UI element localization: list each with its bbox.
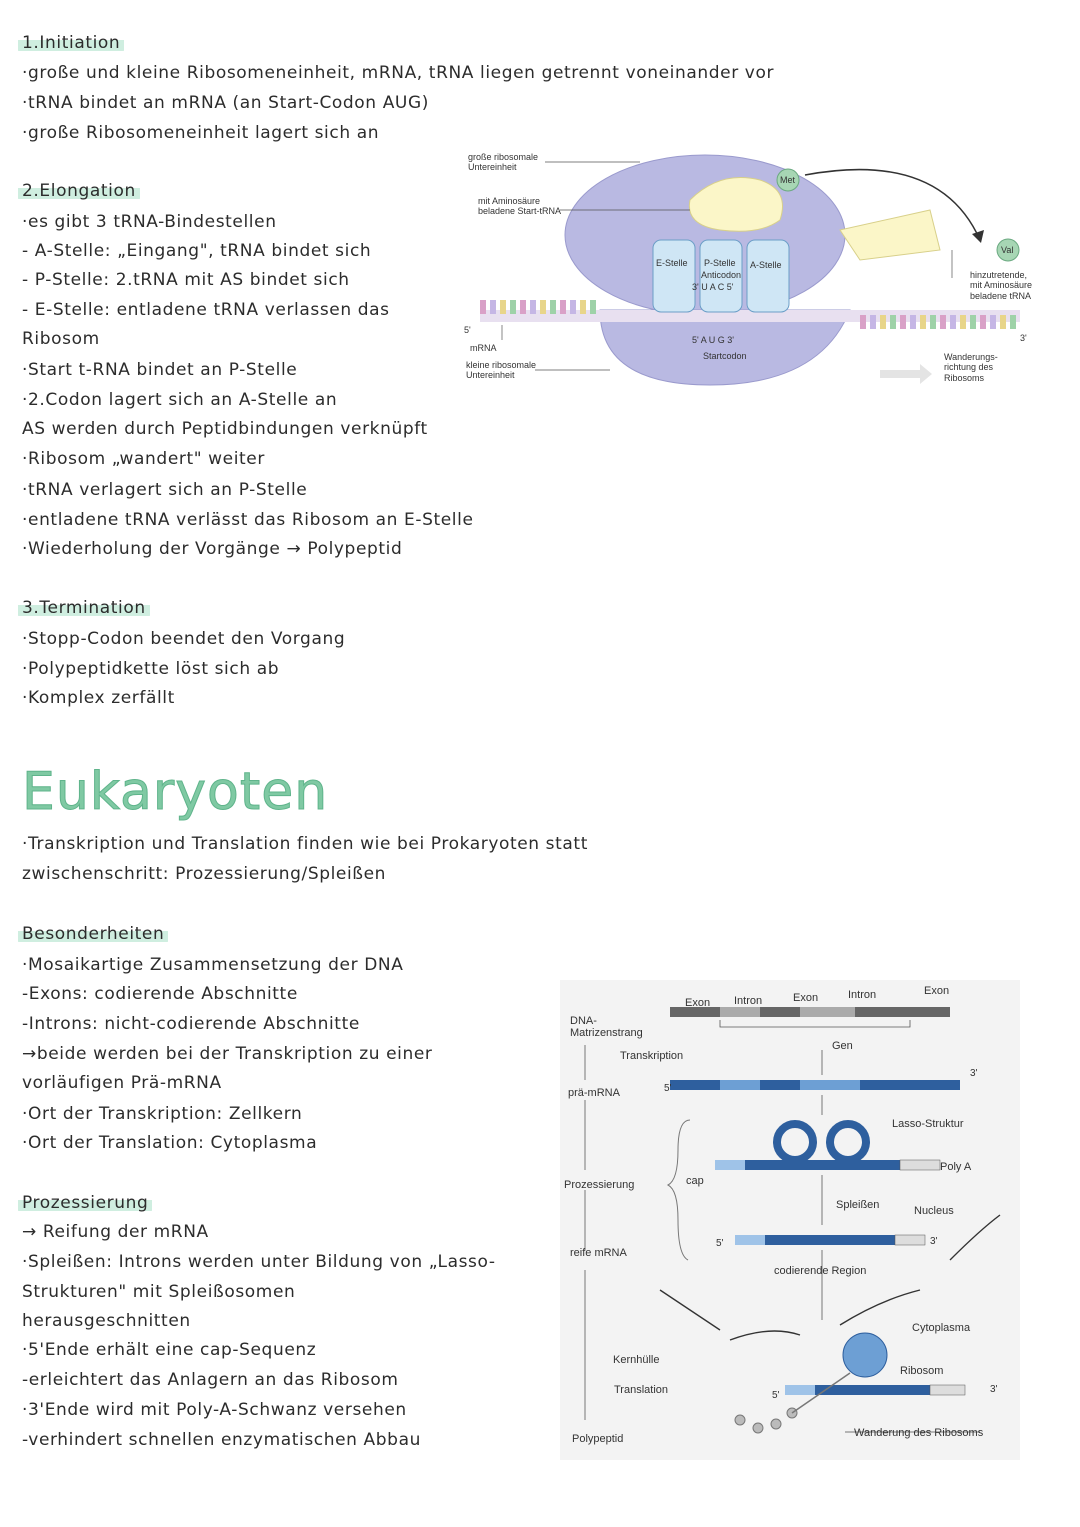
- features-line-4: →beide werden bei der Transkription zu einer: [22, 1044, 433, 1064]
- lasso-label: Lasso-Struktur: [892, 1118, 964, 1130]
- intron-label-1: Intron: [734, 995, 763, 1007]
- elongation-line-6: ·Start t-RNA bindet an P-Stelle: [22, 360, 298, 380]
- termination-line-3: ·Komplex zerfällt: [22, 688, 175, 708]
- mrna-label: mRNA: [470, 343, 497, 353]
- e-site-label: E-Stelle: [656, 258, 688, 268]
- processing-line-2: ·Spleißen: Introns werden unter Bildung von „Lasso-: [22, 1252, 496, 1272]
- val-label: Val: [1001, 245, 1014, 255]
- processing-line-8: -verhindert schnellen enzymatischen Abbau: [22, 1430, 421, 1450]
- intron-label-2: Intron: [848, 989, 877, 1001]
- nuclear-envelope-label: Kernhülle: [613, 1354, 660, 1366]
- mature-mrna-five-prime: 5': [716, 1238, 724, 1249]
- elongation-line-5: Ribosom: [22, 329, 100, 349]
- start-codon-label: Startcodon: [703, 351, 747, 361]
- cap-label: cap: [686, 1175, 704, 1187]
- pre-mrna-label: prä-mRNA: [568, 1087, 620, 1099]
- termination-heading: 3.Termination: [18, 598, 150, 618]
- anticodon-label: Anticodon: [701, 270, 742, 280]
- polypeptide-label: Polypeptid: [572, 1433, 624, 1445]
- incoming-trna-shape: [840, 210, 940, 260]
- initiation-line-1: ·große und kleine Ribosomeneinheit, mRNA, tRNA liegen getrennt voneinander vor: [22, 63, 775, 83]
- large-subunit-label: große ribosomale Untereinheit: [468, 152, 539, 173]
- translation-label: Translation: [614, 1384, 669, 1396]
- e-site-shape: [653, 240, 695, 312]
- initiation-line-3: ·große Ribosomeneinheit lagert sich an: [22, 123, 380, 143]
- processing-line-7: ·3'Ende wird mit Poly-A-Schwanz versehen: [22, 1400, 407, 1420]
- elongation-heading: 2.Elongation: [18, 181, 140, 201]
- elongation-line-11: ·entladene tRNA verlässt das Ribosom an E-Stelle: [22, 510, 474, 530]
- coding-region-label: codierende Region: [774, 1265, 867, 1277]
- processing-line-4: herausgeschnitten: [22, 1311, 191, 1331]
- p-site-label: P-Stelle: [704, 258, 736, 268]
- translating-five-prime: 5': [772, 1390, 780, 1401]
- transcription-label: Transkription: [620, 1050, 684, 1062]
- features-line-6: ·Ort der Transkription: Zellkern: [22, 1104, 303, 1124]
- elongation-line-7: ·2.Codon lagert sich an A-Stelle an: [22, 390, 338, 410]
- three-prime-label: 3': [1020, 333, 1027, 343]
- direction-arrow: [880, 364, 932, 384]
- ribosome-direction-label: Wanderung des Ribosoms: [854, 1427, 984, 1439]
- loaded-start-trna-label: mit Aminosäure beladene Start-tRNA: [478, 196, 562, 217]
- elongation-line-10: ·tRNA verlagert sich an P-Stelle: [22, 480, 308, 500]
- exon-label-1: Exon: [685, 997, 711, 1009]
- exon-label-2: Exon: [793, 992, 819, 1004]
- nucleus-label: Nucleus: [914, 1205, 954, 1217]
- eukaryotes-title: Eukaryoten: [22, 762, 329, 822]
- elongation-line-4: - E-Stelle: entladene tRNA verlassen das: [22, 300, 390, 320]
- incoming-trna-label: hinzutretende, mit Aminosäure beladene tRNA: [970, 270, 1033, 301]
- features-line-5: vorläufigen Prä-mRNA: [22, 1073, 222, 1093]
- processing-line-3: Strukturen" mit Spleißosomen: [22, 1282, 296, 1302]
- cytoplasm-label: Cytoplasma: [912, 1322, 971, 1334]
- initiation-heading: 1.Initiation: [18, 33, 124, 53]
- elongation-line-8: AS werden durch Peptidbindungen verknüpft: [22, 419, 428, 439]
- small-subunit-label: kleine ribosomale Untereinheit: [466, 360, 537, 381]
- poly-a-label: Poly A: [940, 1161, 972, 1173]
- nuclear-envelope-1: [660, 1290, 720, 1330]
- eukaryotes-line-1: ·Transkription und Translation finden wie bei Prokaryoten statt: [22, 834, 588, 854]
- five-prime-label: 5': [464, 325, 471, 335]
- termination-line-2: ·Polypeptidkette löst sich ab: [22, 659, 280, 679]
- direction-label: Wanderungs- richtung des Ribosoms: [944, 352, 998, 383]
- a-site-shape: [747, 240, 789, 312]
- lasso-loop-2: [830, 1124, 866, 1160]
- features-line-2: -Exons: codierende Abschnitte: [22, 984, 298, 1004]
- ribosome-label: Ribosom: [900, 1365, 944, 1377]
- mature-mrna-three-prime: 3': [930, 1236, 938, 1247]
- pre-mrna-three-prime: 3': [970, 1068, 978, 1079]
- codon-sequence: 5' A U G 3': [692, 335, 734, 345]
- features-line-3: -Introns: nicht-codierende Abschnitte: [22, 1014, 360, 1034]
- features-line-7: ·Ort der Translation: Cytoplasma: [22, 1133, 318, 1153]
- met-label: Met: [780, 175, 796, 185]
- elongation-line-9: ·Ribosom „wandert" weiter: [22, 449, 265, 469]
- processing-label: Prozessierung: [564, 1179, 635, 1191]
- ribosome-shape: [843, 1333, 887, 1377]
- splicing-figure: [560, 980, 1020, 1460]
- translating-three-prime: 3': [990, 1384, 998, 1395]
- ribosome-figure: [460, 130, 1040, 390]
- eukaryotes-line-2: zwischenschritt: Prozessierung/Spleißen: [22, 864, 387, 884]
- splicing-label: Spleißen: [836, 1199, 880, 1211]
- gene-label: Gen: [832, 1040, 853, 1052]
- dna-strand-label: DNA- Matrizenstrang: [570, 1015, 643, 1039]
- lasso-loop-1: [777, 1124, 813, 1160]
- pre-mrna-five-prime: 5': [664, 1083, 672, 1094]
- anticodon-sequence: 3' U A C 5': [692, 282, 734, 292]
- initiation-line-2: ·tRNA bindet an mRNA (an Start-Codon AUG): [22, 93, 429, 113]
- processing-heading: Prozessierung: [18, 1193, 152, 1213]
- termination-line-1: ·Stopp-Codon beendet den Vorgang: [22, 629, 346, 649]
- processing-line-1: → Reifung der mRNA: [22, 1222, 209, 1242]
- a-site-label: A-Stelle: [750, 260, 782, 270]
- elongation-line-1: ·es gibt 3 tRNA-Bindestellen: [22, 212, 277, 232]
- processing-line-5: ·5'Ende erhält eine cap-Sequenz: [22, 1340, 317, 1360]
- elongation-line-12: ·Wiederholung der Vorgänge → Polypeptid: [22, 539, 403, 559]
- processing-line-6: -erleichtert das Anlagern an das Ribosom: [22, 1370, 399, 1390]
- elongation-line-2: - A-Stelle: „Eingang", tRNA bindet sich: [22, 241, 372, 261]
- exon-label-3: Exon: [924, 985, 950, 997]
- features-heading: Besonderheiten: [18, 924, 168, 944]
- features-line-1: ·Mosaikartige Zusammensetzung der DNA: [22, 955, 404, 975]
- elongation-line-3: - P-Stelle: 2.tRNA mit AS bindet sich: [22, 270, 350, 290]
- mature-mrna-label: reife mRNA: [570, 1247, 627, 1259]
